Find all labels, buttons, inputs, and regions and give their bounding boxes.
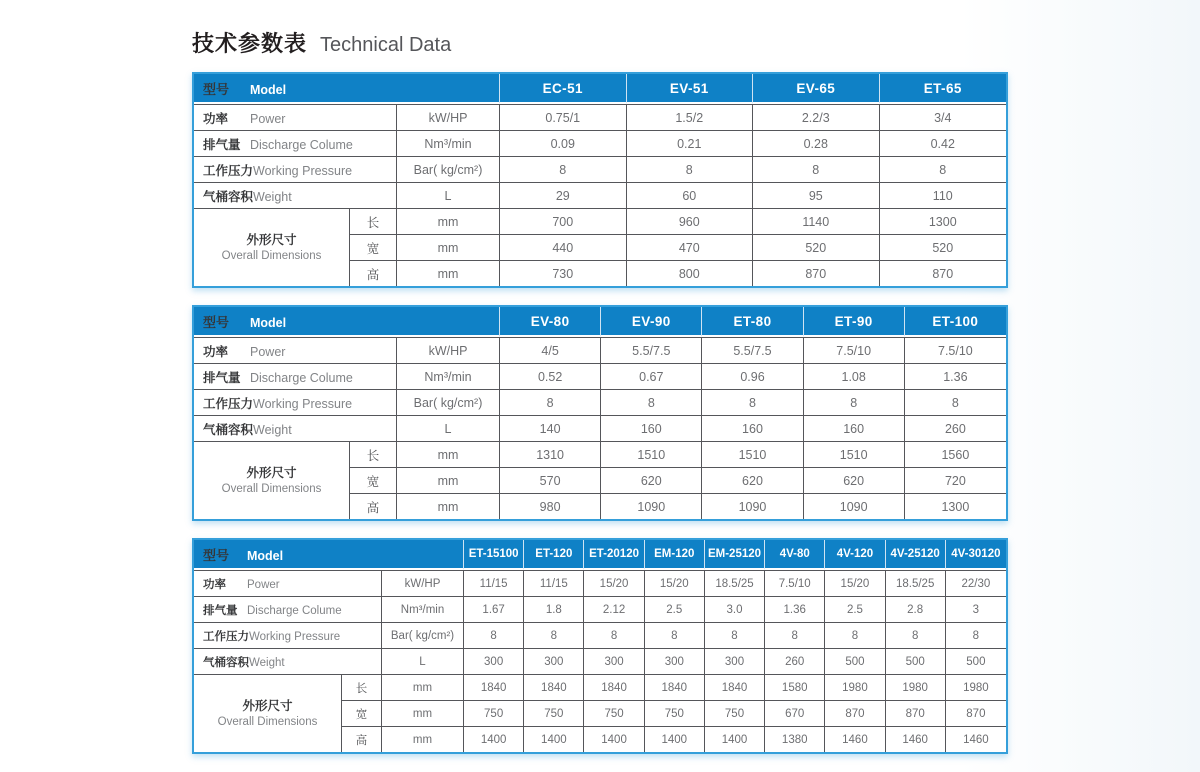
value-cell: 1980: [886, 675, 946, 701]
unit-cell: mm: [382, 675, 464, 701]
value-cell: 110: [880, 183, 1007, 209]
dim-key-cell: 高: [350, 261, 397, 286]
unit-cell: mm: [397, 235, 500, 261]
value-cell: 800: [627, 261, 754, 286]
value-cell: 8: [753, 157, 880, 183]
value-cell: 520: [880, 235, 1007, 261]
model-header-cell: EV-51: [627, 74, 754, 104]
technical-data-table-3: [192, 538, 1008, 754]
value-cell: 0.67: [601, 364, 702, 390]
value-cell: 300: [524, 649, 584, 675]
model-header-cell: 4V-80: [765, 540, 825, 570]
spec-row-discharge: [194, 364, 1006, 390]
unit-cell: kW/HP: [397, 104, 500, 131]
value-cell: 7.5/10: [765, 570, 825, 597]
dimensions-label-en: Overall Dimensions: [221, 483, 322, 496]
model-header-cell: EM-120: [645, 540, 705, 570]
value-cell: 1840: [464, 675, 524, 701]
value-cell: 8: [880, 157, 1007, 183]
value-cell: 0.28: [753, 131, 880, 157]
dim-key-cell: 宽: [350, 468, 397, 494]
spec-row-pressure: [194, 623, 1006, 649]
value-cell: 1580: [765, 675, 825, 701]
row-label-en: Discharge Colume: [250, 370, 353, 385]
model-header-cell: ET-80: [702, 307, 803, 337]
value-cell: 5.5/7.5: [601, 337, 702, 364]
value-cell: 300: [584, 649, 644, 675]
value-cell: 15/20: [645, 570, 705, 597]
value-cell: 1400: [524, 727, 584, 752]
model-label-en: Model: [250, 315, 287, 330]
dim-key-cell: 宽: [350, 235, 397, 261]
value-cell: 8: [500, 157, 627, 183]
row-label-tank: [194, 416, 397, 442]
value-cell: 8: [765, 623, 825, 649]
dim-key-cell: 高: [350, 494, 397, 519]
value-cell: 620: [702, 468, 803, 494]
model-header-cell: EV-80: [500, 307, 601, 337]
technical-data-table-2: [192, 305, 1008, 521]
row-label-en: Weight: [253, 189, 292, 204]
value-cell: 1460: [963, 733, 989, 746]
value-cell: 700: [500, 209, 627, 235]
unit-cell: L: [382, 649, 464, 675]
value-cell: 5.5/7.5: [702, 337, 803, 364]
value-cell: 1090: [702, 494, 803, 519]
model-header-label: [194, 74, 500, 104]
value-cell: 620: [804, 468, 905, 494]
value-cell: 1460: [825, 727, 885, 752]
value-cell: 1.8: [524, 597, 584, 623]
row-label-pressure: [194, 623, 382, 649]
value-cell: 8: [584, 623, 644, 649]
value-cell: 870: [886, 701, 946, 727]
value-cell: 1560: [905, 442, 1006, 468]
value-cell: 8: [804, 390, 905, 416]
row-label-pressure: [194, 390, 397, 416]
value-cell: 300: [705, 649, 765, 675]
unit-cell: L: [397, 416, 500, 442]
spec-table: [194, 74, 1006, 286]
row-label-zh: 功率: [203, 111, 229, 126]
value-cell: 8: [645, 623, 705, 649]
row-label-pressure: [194, 157, 397, 183]
value-cell: 1510: [804, 442, 905, 468]
value-cell: 8: [500, 390, 601, 416]
value-cell: 3.0: [705, 597, 765, 623]
unit-cell: mm: [397, 442, 500, 468]
value-cell: 3: [946, 597, 1006, 623]
value-cell: 260: [905, 416, 1006, 442]
model-header-cell: 4V-30120: [946, 540, 1006, 570]
spec-row-power: [194, 104, 1006, 131]
value-cell: 2.2/3: [753, 104, 880, 131]
model-header-label: [194, 540, 464, 570]
value-cell: 1140: [753, 209, 880, 235]
row-label-discharge: [194, 597, 382, 623]
value-cell: 29: [500, 183, 627, 209]
row-label-en: Power: [247, 578, 280, 591]
value-cell: 870: [932, 266, 954, 281]
row-label-zh: 功率: [203, 578, 226, 591]
row-label-power: [194, 104, 397, 131]
value-cell: 15/20: [584, 570, 644, 597]
value-cell: 1090: [804, 494, 905, 519]
model-header-cell: EM-25120: [705, 540, 765, 570]
model-header-row: [194, 540, 1006, 570]
model-label-en: Model: [247, 548, 284, 563]
unit-cell: L: [397, 183, 500, 209]
dim-row-length: [194, 442, 1006, 468]
value-cell: 8: [946, 623, 1006, 649]
value-cell: 0.52: [500, 364, 601, 390]
value-cell: 8: [886, 623, 946, 649]
value-cell: 1510: [702, 442, 803, 468]
value-cell: 500: [946, 649, 1006, 675]
dimensions-label: [194, 442, 350, 519]
value-cell: 750: [645, 701, 705, 727]
value-cell: 1.5/2: [627, 104, 754, 131]
unit-cell: Nm³/min: [382, 597, 464, 623]
value-cell: 720: [905, 468, 1006, 494]
value-cell: 1400: [464, 727, 524, 752]
row-label-en: Weight: [253, 422, 292, 437]
value-cell: 95: [753, 183, 880, 209]
row-label-en: Working Pressure: [249, 630, 341, 643]
value-cell: 1.67: [464, 597, 524, 623]
value-cell: 160: [601, 416, 702, 442]
value-cell: 870: [753, 261, 880, 286]
page-title-en: Technical Data: [320, 34, 452, 56]
value-cell: 0.96: [702, 364, 803, 390]
spec-row-power: [194, 570, 1006, 597]
row-label-zh: 工作压力: [203, 630, 249, 643]
value-cell: 300: [464, 649, 524, 675]
value-cell: 730: [500, 261, 627, 286]
dimensions-label: [194, 209, 350, 286]
unit-cell: mm: [397, 494, 500, 519]
value-cell: 160: [702, 416, 803, 442]
value-cell: 1310: [500, 442, 601, 468]
value-cell: 1840: [645, 675, 705, 701]
value-cell: 1400: [584, 727, 644, 752]
value-cell: 4/5: [500, 337, 601, 364]
model-label-zh: 型号: [203, 314, 230, 330]
value-cell: 1300: [880, 209, 1007, 235]
value-cell: 960: [627, 209, 754, 235]
value-cell: 750: [524, 701, 584, 727]
value-cell: 0.42: [880, 131, 1007, 157]
row-label-en: Power: [250, 111, 286, 126]
dimensions-label-en: Overall Dimensions: [221, 250, 322, 263]
model-header-row: [194, 74, 1006, 104]
value-cell: 1840: [524, 675, 584, 701]
value-cell: 1.36: [765, 597, 825, 623]
value-cell: 1400: [645, 727, 705, 752]
row-label-power: [194, 570, 382, 597]
value-cell: 15/20: [825, 570, 885, 597]
value-cell: 8: [705, 623, 765, 649]
spec-row-tank: [194, 649, 1006, 675]
value-cell: 1090: [601, 494, 702, 519]
value-cell: 520: [753, 235, 880, 261]
value-cell: 2.5: [825, 597, 885, 623]
row-label-zh: 气桶容积: [203, 422, 254, 437]
row-label-en: Working Pressure: [253, 396, 353, 411]
unit-cell: kW/HP: [397, 337, 500, 364]
value-cell: 870: [946, 701, 1006, 727]
row-label-en: Power: [250, 344, 286, 359]
page-title-zh: 技术参数表: [192, 31, 308, 56]
model-header-cell: ET-20120: [584, 540, 644, 570]
row-label-zh: 工作压力: [203, 396, 254, 411]
value-cell: 7.5/10: [905, 337, 1006, 364]
value-cell: 18.5/25: [886, 570, 946, 597]
unit-cell: Bar( kg/cm²): [397, 157, 500, 183]
unit-cell: Nm³/min: [397, 131, 500, 157]
spec-table: [194, 540, 1006, 752]
spec-row-tank: [194, 416, 1006, 442]
unit-cell: mm: [382, 701, 464, 727]
spec-row-pressure: [194, 390, 1006, 416]
unit-cell: mm: [397, 468, 500, 494]
dim-row-length: [194, 675, 1006, 701]
value-cell: 2.8: [886, 597, 946, 623]
dim-key-cell: 宽: [342, 701, 382, 727]
value-cell: 1460: [886, 727, 946, 752]
technical-data-section: [192, 30, 1008, 771]
value-cell: 60: [627, 183, 754, 209]
value-cell: 1840: [584, 675, 644, 701]
value-cell: 2.5: [645, 597, 705, 623]
value-cell: 7.5/10: [804, 337, 905, 364]
row-label-en: Discharge Colume: [247, 604, 342, 617]
spec-row-pressure: [194, 157, 1006, 183]
dim-key-cell: 高: [342, 727, 382, 752]
dimensions-label-en: Overall Dimensions: [217, 716, 318, 729]
unit-cell: Bar( kg/cm²): [397, 390, 500, 416]
value-cell: 0.75/1: [500, 104, 627, 131]
row-label-tank: [194, 649, 382, 675]
model-header-cell: ET-120: [524, 540, 584, 570]
value-cell: 1980: [825, 675, 885, 701]
unit-cell: Bar( kg/cm²): [382, 623, 464, 649]
value-cell: 470: [627, 235, 754, 261]
model-label-zh: 型号: [203, 81, 230, 97]
value-cell: 870: [825, 701, 885, 727]
value-cell: 11/15: [464, 570, 524, 597]
value-cell: 1.36: [905, 364, 1006, 390]
value-cell: 980: [500, 494, 601, 519]
value-cell: 440: [500, 235, 627, 261]
model-header-cell: ET-15100: [464, 540, 524, 570]
value-cell: 8: [464, 623, 524, 649]
value-cell: 0.09: [500, 131, 627, 157]
value-cell: 8: [825, 623, 885, 649]
value-cell: 8: [702, 390, 803, 416]
spec-row-discharge: [194, 131, 1006, 157]
spec-row-tank: [194, 183, 1006, 209]
value-cell: 140: [500, 416, 601, 442]
technical-data-table-1: [192, 72, 1008, 288]
model-header-cell: EC-51: [500, 74, 627, 104]
dimensions-label-zh: 外形尺寸: [246, 465, 297, 480]
model-header-cell: 4V-120: [825, 540, 885, 570]
row-label-zh: 排气量: [203, 137, 241, 152]
row-label-en: Working Pressure: [253, 163, 353, 178]
row-label-zh: 排气量: [203, 370, 241, 385]
dim-key-cell: 长: [350, 209, 397, 235]
model-header-cell: EV-65: [753, 74, 880, 104]
page-title: [192, 30, 1008, 58]
spec-row-discharge: [194, 597, 1006, 623]
row-label-zh: 功率: [203, 344, 229, 359]
value-cell: 8: [905, 390, 1006, 416]
row-label-zh: 工作压力: [203, 163, 254, 178]
value-cell: 3/4: [880, 104, 1007, 131]
value-cell: 1840: [705, 675, 765, 701]
model-label-zh: 型号: [203, 547, 230, 563]
value-cell: 8: [601, 390, 702, 416]
spec-row-power: [194, 337, 1006, 364]
dimensions-label: [194, 675, 342, 752]
unit-cell: kW/HP: [382, 570, 464, 597]
value-cell: 22/30: [946, 570, 1006, 597]
model-header-cell: ET-65: [880, 74, 1007, 104]
value-cell: 500: [886, 649, 946, 675]
value-cell: 8: [524, 623, 584, 649]
value-cell: 300: [645, 649, 705, 675]
value-cell: 750: [464, 701, 524, 727]
dimensions-label-zh: 外形尺寸: [246, 232, 297, 247]
value-cell: 1510: [601, 442, 702, 468]
row-label-tank: [194, 183, 397, 209]
model-header-cell: 4V-25120: [886, 540, 946, 570]
spec-table: [194, 307, 1006, 519]
row-label-power: [194, 337, 397, 364]
value-cell: 0.21: [627, 131, 754, 157]
value-cell: 8: [627, 157, 754, 183]
row-label-zh: 气桶容积: [203, 189, 254, 204]
dim-key-cell: 长: [350, 442, 397, 468]
value-cell: 570: [500, 468, 601, 494]
model-header-cell: EV-90: [601, 307, 702, 337]
dimensions-label-zh: 外形尺寸: [242, 698, 293, 713]
value-cell: 1400: [705, 727, 765, 752]
value-cell: 670: [765, 701, 825, 727]
value-cell: 1300: [941, 499, 970, 514]
dim-row-length: [194, 209, 1006, 235]
value-cell: 1980: [946, 675, 1006, 701]
dim-key-cell: 长: [342, 675, 382, 701]
unit-cell: Nm³/min: [397, 364, 500, 390]
value-cell: 160: [804, 416, 905, 442]
value-cell: 18.5/25: [705, 570, 765, 597]
row-label-discharge: [194, 364, 397, 390]
value-cell: 750: [584, 701, 644, 727]
row-label-en: Weight: [249, 656, 285, 669]
value-cell: 1.08: [804, 364, 905, 390]
value-cell: 11/15: [524, 570, 584, 597]
model-header-cell: ET-90: [804, 307, 905, 337]
value-cell: 2.12: [584, 597, 644, 623]
value-cell: 1380: [765, 727, 825, 752]
model-header-label: [194, 307, 500, 337]
value-cell: 260: [765, 649, 825, 675]
unit-cell: mm: [397, 209, 500, 235]
row-label-discharge: [194, 131, 397, 157]
value-cell: 750: [705, 701, 765, 727]
value-cell: 500: [825, 649, 885, 675]
row-label-zh: 气桶容积: [203, 656, 249, 669]
model-header-row: [194, 307, 1006, 337]
unit-cell: mm: [382, 727, 464, 752]
value-cell: 620: [601, 468, 702, 494]
model-header-cell: ET-100: [905, 307, 1006, 337]
unit-cell: mm: [397, 261, 500, 286]
model-label-en: Model: [250, 82, 287, 97]
row-label-zh: 排气量: [203, 604, 238, 617]
row-label-en: Discharge Colume: [250, 137, 353, 152]
